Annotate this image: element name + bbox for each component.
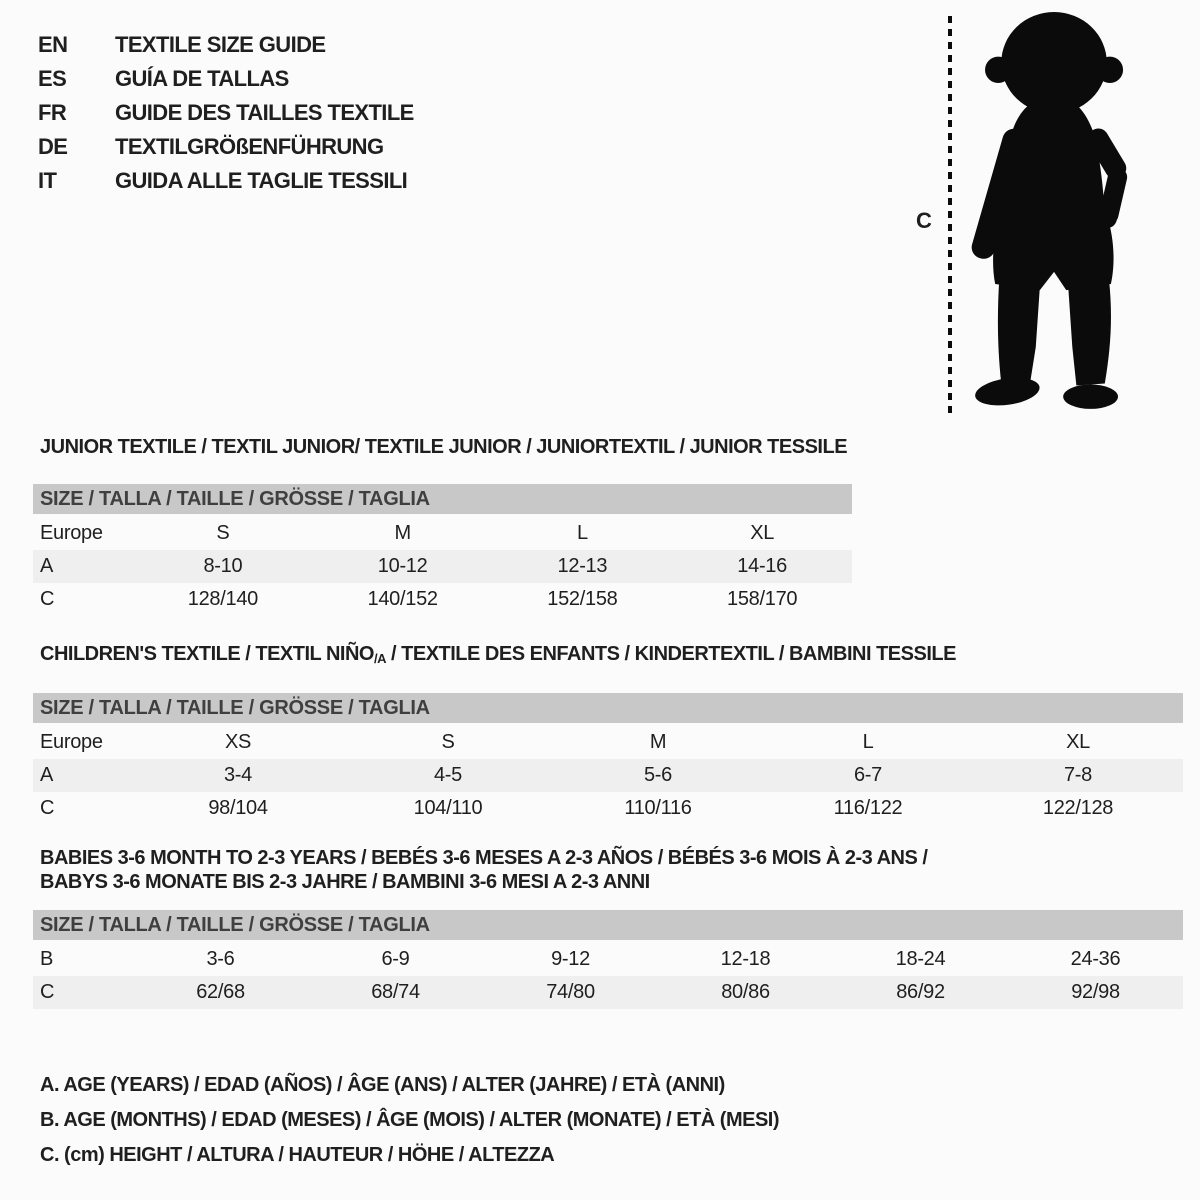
language-row: [38, 130, 414, 164]
language-code: FR: [38, 100, 67, 125]
table-row: [33, 759, 1183, 792]
language-code: ES: [38, 66, 67, 91]
legend-line: B. AGE (MONTHS) / EDAD (MESES) / ÂGE (MOIS) / ALTER (MONATE) / ETÀ (MESI): [40, 1109, 780, 1131]
value-cell: 8-10: [203, 555, 243, 577]
row-label-cell: B: [40, 948, 54, 970]
language-row: [38, 28, 414, 62]
size-header-bar: SIZE / TALLA / TAILLE / GRÖSSE / TAGLIA: [33, 484, 852, 514]
value-cell: 62/68: [196, 981, 245, 1003]
language-row: [38, 96, 414, 130]
language-code: DE: [38, 134, 68, 159]
section-title: JUNIOR TEXTILE / TEXTIL JUNIOR/ TEXTILE JUNIOR / JUNIORTEXTIL / JUNIOR TESSILE: [40, 436, 848, 458]
table-row: [33, 976, 1183, 1009]
value-cell: 140/152: [367, 588, 438, 610]
row-label-cell: C: [40, 981, 55, 1003]
legend-line: A. AGE (YEARS) / EDAD (AÑOS) / ÂGE (ANS) / ALTER (JAHRE) / ETÀ (ANNI): [40, 1074, 725, 1096]
value-cell: M: [394, 522, 411, 544]
language-title: GUÍA DE TALLAS: [115, 66, 289, 91]
value-cell: 152/158: [547, 588, 618, 610]
value-cell: 128/140: [187, 588, 258, 610]
value-cell: M: [649, 731, 667, 753]
language-row: [38, 164, 414, 198]
section-title-text: CHILDREN'S TEXTILE / TEXTIL NIÑO: [40, 643, 374, 665]
row-label-cell: Europe: [40, 522, 103, 544]
height-measure-line: [948, 16, 952, 414]
language-title: TEXTILE SIZE GUIDE: [115, 32, 326, 57]
children-size-table: [33, 726, 1183, 825]
value-cell: 86/92: [896, 981, 945, 1003]
children-section: [33, 642, 1183, 825]
table-row: [33, 792, 1183, 825]
table-row: [33, 517, 852, 550]
language-code: IT: [38, 168, 57, 193]
value-cell: 24-36: [1070, 948, 1121, 970]
value-cell: 7-8: [1063, 764, 1092, 786]
size-header-bar: SIZE / TALLA / TAILLE / GRÖSSE / TAGLIA: [33, 693, 1183, 723]
table-row: [33, 583, 852, 616]
value-cell: 12-18: [720, 948, 771, 970]
language-title: TEXTILGRÖßENFÜHRUNG: [115, 134, 384, 159]
value-cell: L: [576, 522, 588, 544]
junior-size-table: [33, 517, 852, 616]
value-cell: 3-4: [223, 764, 252, 786]
value-cell: S: [216, 522, 230, 544]
value-cell: 14-16: [737, 555, 787, 577]
value-cell: 4-5: [433, 764, 462, 786]
row-label-cell: C: [40, 797, 55, 819]
value-cell: XL: [750, 522, 775, 544]
value-cell: 5-6: [643, 764, 672, 786]
value-cell: 6-7: [853, 764, 882, 786]
height-measure-label: C: [916, 208, 932, 233]
value-cell: 9-12: [551, 948, 590, 970]
legend-line: C. (cm) HEIGHT / ALTURA / HAUTEUR / HÖHE / ALTEZZA: [40, 1144, 555, 1166]
value-cell: 6-9: [381, 948, 410, 970]
toddler-silhouette: [962, 12, 1140, 418]
language-title-list: [38, 28, 414, 198]
value-cell: 104/110: [413, 797, 483, 819]
value-cell: 92/98: [1071, 981, 1120, 1003]
value-cell: 68/74: [371, 981, 420, 1003]
language-row: [38, 62, 414, 96]
babies-size-table: [33, 943, 1183, 1009]
value-cell: S: [441, 731, 455, 753]
value-cell: XS: [224, 731, 252, 753]
value-cell: 116/122: [833, 797, 903, 819]
value-cell: L: [862, 731, 874, 753]
row-label-cell: C: [40, 588, 55, 610]
value-cell: 98/104: [208, 797, 268, 819]
section-title: [33, 642, 1183, 671]
section-title: BABIES 3-6 MONTH TO 2-3 YEARS / BEBÉS 3-6 MESES A 2-3 AÑOS / BÉBÉS 3-6 MOIS À 2-3 ANS /: [40, 847, 928, 869]
value-cell: 74/80: [546, 981, 595, 1003]
value-cell: 18-24: [895, 948, 946, 970]
value-cell: 110/116: [624, 797, 692, 819]
row-label-cell: A: [40, 764, 54, 786]
legend: [40, 1068, 779, 1173]
value-cell: XL: [1066, 731, 1090, 753]
junior-section: [33, 435, 852, 616]
table-row: [33, 943, 1183, 976]
value-cell: 3-6: [206, 948, 235, 970]
language-title: GUIDE DES TAILLES TEXTILE: [115, 100, 414, 125]
babies-section: [33, 846, 1183, 1009]
value-cell: 158/170: [727, 588, 798, 610]
size-header-bar: SIZE / TALLA / TAILLE / GRÖSSE / TAGLIA: [33, 910, 1183, 940]
section-title: BABYS 3-6 MONATE BIS 2-3 JAHRE / BAMBINI 3-6 MESI A 2-3 ANNI: [40, 871, 650, 893]
section-title-text: / TEXTILE DES ENFANTS / KINDERTEXTIL / BAMBINI TESSILE: [385, 643, 956, 665]
language-code: EN: [38, 32, 68, 57]
value-cell: 10-12: [377, 555, 428, 577]
row-label-cell: A: [40, 555, 54, 577]
row-label-cell: Europe: [40, 731, 103, 753]
table-row: [33, 726, 1183, 759]
table-row: [33, 550, 852, 583]
language-title: GUIDA ALLE TAGLIE TESSILI: [115, 168, 408, 193]
value-cell: 122/128: [1042, 797, 1114, 819]
section-title-subscript: /A: [373, 651, 386, 666]
value-cell: 12-13: [557, 555, 608, 577]
value-cell: 80/86: [721, 981, 770, 1003]
